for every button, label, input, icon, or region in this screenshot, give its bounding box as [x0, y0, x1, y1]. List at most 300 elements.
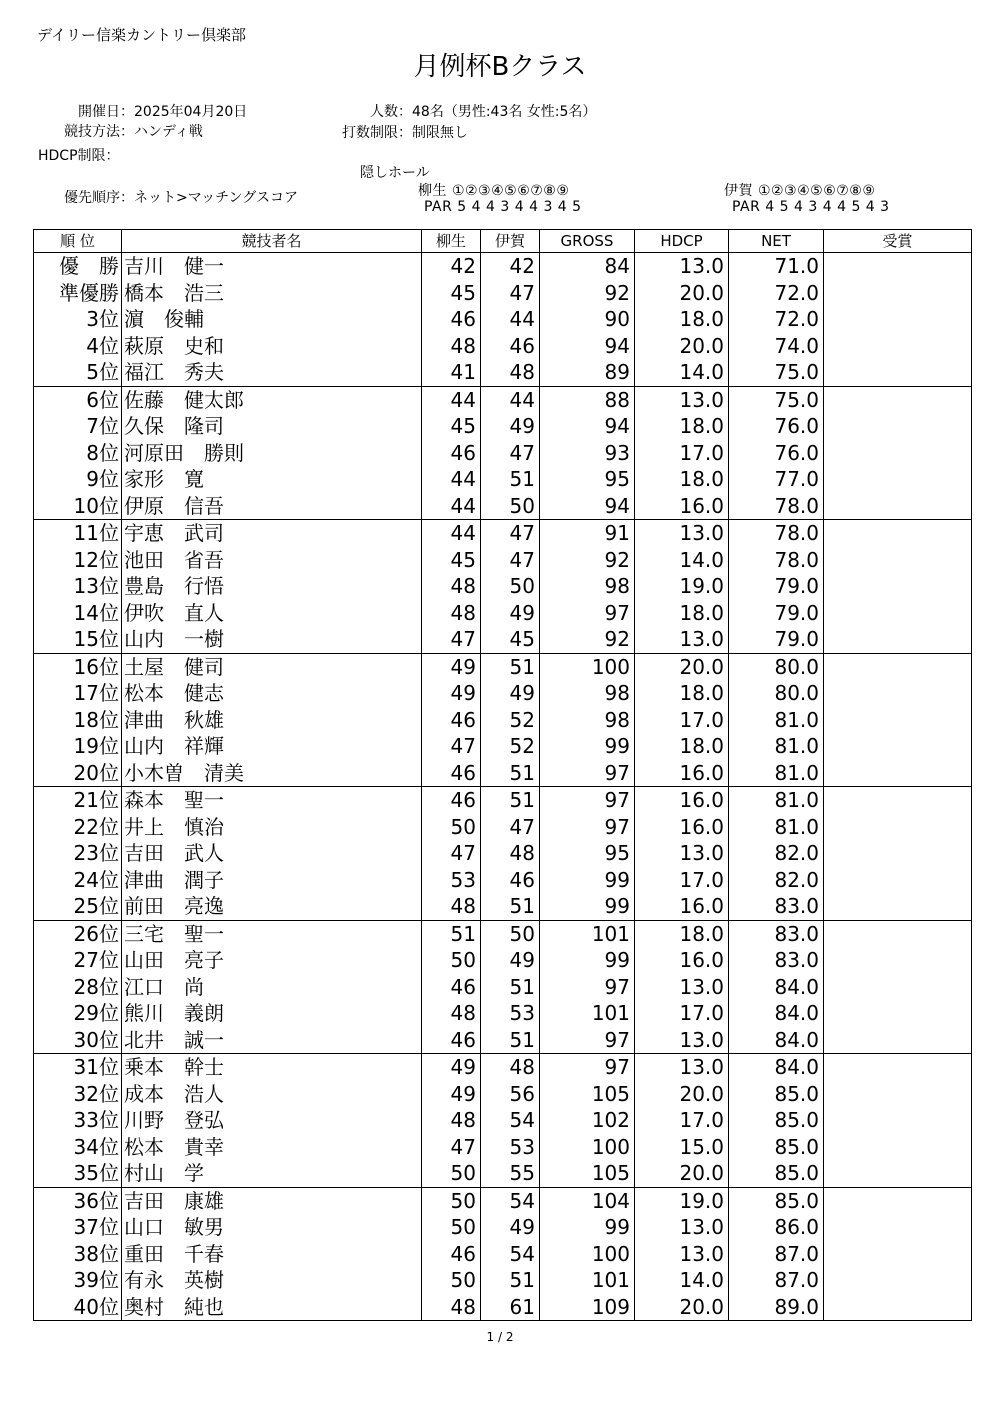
award-cell [824, 493, 972, 520]
gross-cell: 95 [540, 466, 635, 493]
table-row [34, 547, 972, 574]
table-row [34, 413, 972, 440]
rank-cell: 29位 [34, 1000, 122, 1027]
gross-cell: 92 [540, 626, 635, 653]
hdcp-cell: 14.0 [635, 359, 729, 386]
table-row [34, 733, 972, 760]
iga-score-cell: 49 [481, 680, 540, 707]
table-row [34, 626, 972, 653]
yagyu-score-cell: 47 [422, 1134, 481, 1161]
gross-cell: 99 [540, 1214, 635, 1241]
gross-cell: 98 [540, 707, 635, 734]
name-cell: 成本 浩人 [122, 1081, 422, 1108]
table-row [34, 893, 972, 920]
rank-cell: 18位 [34, 707, 122, 734]
award-cell [824, 466, 972, 493]
hdcp-cell: 13.0 [635, 1241, 729, 1268]
priority-label: 優先順序： [64, 190, 134, 206]
net-cell: 78.0 [729, 520, 824, 547]
iga-score-cell: 45 [481, 626, 540, 653]
iga-score-cell: 61 [481, 1294, 540, 1321]
name-cell: 村山 学 [122, 1160, 422, 1187]
iga-score-cell: 54 [481, 1187, 540, 1214]
award-cell [824, 1000, 972, 1027]
gross-cell: 99 [540, 733, 635, 760]
rank-cell: 24位 [34, 867, 122, 894]
iga-holes-row [724, 180, 875, 200]
hdcp-cell: 17.0 [635, 1000, 729, 1027]
iga-score-cell: 48 [481, 359, 540, 386]
net-cell: 87.0 [729, 1267, 824, 1294]
yagyu-score-cell: 46 [422, 1027, 481, 1054]
limit-label: 打数制限： [342, 125, 412, 141]
gross-cell: 97 [540, 760, 635, 787]
table-row [34, 1187, 972, 1214]
net-cell: 78.0 [729, 493, 824, 520]
net-cell: 84.0 [729, 1027, 824, 1054]
table-row [34, 1214, 972, 1241]
hdcp-cell: 17.0 [635, 440, 729, 467]
yagyu-score-cell: 50 [422, 1187, 481, 1214]
rank-cell: 3位 [34, 306, 122, 333]
yagyu-score-cell: 42 [422, 253, 481, 280]
award-cell [824, 680, 972, 707]
iga-score-cell: 56 [481, 1081, 540, 1108]
iga-score-cell: 47 [481, 520, 540, 547]
iga-score-cell: 51 [481, 653, 540, 680]
net-cell: 72.0 [729, 306, 824, 333]
iga-score-cell: 54 [481, 1241, 540, 1268]
rank-cell: 40位 [34, 1294, 122, 1321]
hidden-hole-label: 隠しホール [360, 165, 430, 181]
award-cell [824, 1054, 972, 1081]
rank-cell: 35位 [34, 1160, 122, 1187]
net-cell: 86.0 [729, 1214, 824, 1241]
table-row [34, 306, 972, 333]
award-cell [824, 1267, 972, 1294]
name-cell: 吉川 健一 [122, 253, 422, 280]
table-row [34, 867, 972, 894]
rank-cell: 6位 [34, 386, 122, 413]
hdcp-cell: 18.0 [635, 733, 729, 760]
gross-cell: 99 [540, 893, 635, 920]
table-row [34, 1267, 972, 1294]
yagyu-score-cell: 53 [422, 867, 481, 894]
date-label: 開催日： [78, 104, 134, 120]
award-cell [824, 1241, 972, 1268]
rank-cell: 16位 [34, 653, 122, 680]
net-cell: 79.0 [729, 600, 824, 627]
gross-cell: 100 [540, 1241, 635, 1268]
rank-cell: 5位 [34, 359, 122, 386]
results-table [33, 229, 972, 1321]
award-cell [824, 413, 972, 440]
net-cell: 81.0 [729, 733, 824, 760]
table-row [34, 466, 972, 493]
rank-cell: 37位 [34, 1214, 122, 1241]
hdcp-cell: 15.0 [635, 1134, 729, 1161]
name-cell: 山口 敏男 [122, 1214, 422, 1241]
net-cell: 71.0 [729, 253, 824, 280]
name-cell: 熊川 義朗 [122, 1000, 422, 1027]
yagyu-score-cell: 45 [422, 280, 481, 307]
hdcp-cell: 13.0 [635, 1214, 729, 1241]
hdcp-cell: 14.0 [635, 547, 729, 574]
yagyu-score-cell: 44 [422, 386, 481, 413]
hdcp-cell: 13.0 [635, 386, 729, 413]
rank-cell: 17位 [34, 680, 122, 707]
award-cell [824, 253, 972, 280]
gross-cell: 97 [540, 1027, 635, 1054]
name-cell: 宇恵 武司 [122, 520, 422, 547]
rank-cell: 12位 [34, 547, 122, 574]
yagyu-score-cell: 48 [422, 600, 481, 627]
table-row [34, 1081, 972, 1108]
hdcp-cell: 18.0 [635, 413, 729, 440]
limit-row [300, 122, 468, 142]
hdcp-cell: 16.0 [635, 787, 729, 814]
method-label: 競技方法： [64, 124, 134, 140]
gross-cell: 101 [540, 1000, 635, 1027]
hdcp-cell: 18.0 [635, 680, 729, 707]
net-cell: 89.0 [729, 1294, 824, 1321]
net-cell: 81.0 [729, 760, 824, 787]
table-row [34, 760, 972, 787]
gross-cell: 95 [540, 840, 635, 867]
iga-score-cell: 47 [481, 280, 540, 307]
name-cell: 豊島 行悟 [122, 573, 422, 600]
net-cell: 82.0 [729, 840, 824, 867]
rank-cell: 13位 [34, 573, 122, 600]
award-cell [824, 733, 972, 760]
rank-cell: 31位 [34, 1054, 122, 1081]
iga-score-cell: 51 [481, 787, 540, 814]
gross-cell: 97 [540, 787, 635, 814]
gross-cell: 97 [540, 1054, 635, 1081]
table-row [34, 680, 972, 707]
yagyu-score-cell: 46 [422, 787, 481, 814]
net-cell: 81.0 [729, 787, 824, 814]
award-cell [824, 600, 972, 627]
rank-cell: 準優勝 [34, 280, 122, 307]
gross-cell: 91 [540, 520, 635, 547]
iga-par: PAR 4 5 4 3 4 4 5 4 3 [732, 199, 890, 215]
rank-cell: 14位 [34, 600, 122, 627]
table-row [34, 359, 972, 386]
iga-score-cell: 49 [481, 1214, 540, 1241]
name-cell: 家形 寛 [122, 466, 422, 493]
net-cell: 80.0 [729, 680, 824, 707]
iga-score-cell: 53 [481, 1134, 540, 1161]
gross-cell: 98 [540, 573, 635, 600]
iga-score-cell: 49 [481, 413, 540, 440]
hdcp-cell: 17.0 [635, 867, 729, 894]
name-cell: 松本 健志 [122, 680, 422, 707]
rank-cell: 20位 [34, 760, 122, 787]
header-gross: GROSS [540, 230, 635, 253]
name-cell: 伊吹 直人 [122, 600, 422, 627]
name-cell: 三宅 聖一 [122, 920, 422, 947]
gross-cell: 99 [540, 947, 635, 974]
hdcp-cell: 19.0 [635, 573, 729, 600]
name-cell: 山内 一樹 [122, 626, 422, 653]
iga-course-name: 伊賀 [724, 183, 753, 199]
name-cell: 吉田 康雄 [122, 1187, 422, 1214]
yagyu-hole-numbers: ①②③④⑤⑥⑦⑧⑨ [451, 183, 570, 199]
iga-score-cell: 51 [481, 466, 540, 493]
award-cell [824, 573, 972, 600]
yagyu-score-cell: 48 [422, 1000, 481, 1027]
gross-cell: 105 [540, 1081, 635, 1108]
table-row [34, 787, 972, 814]
yagyu-score-cell: 48 [422, 1107, 481, 1134]
hdcp-cell: 17.0 [635, 707, 729, 734]
net-cell: 76.0 [729, 413, 824, 440]
name-cell: 土屋 健司 [122, 653, 422, 680]
award-cell [824, 359, 972, 386]
rank-cell: 28位 [34, 974, 122, 1001]
gross-cell: 102 [540, 1107, 635, 1134]
yagyu-score-cell: 45 [422, 413, 481, 440]
name-cell: 北井 誠一 [122, 1027, 422, 1054]
yagyu-score-cell: 48 [422, 893, 481, 920]
iga-score-cell: 51 [481, 893, 540, 920]
award-cell [824, 547, 972, 574]
table-row [34, 1000, 972, 1027]
rank-cell: 25位 [34, 893, 122, 920]
gross-cell: 84 [540, 253, 635, 280]
iga-score-cell: 51 [481, 1267, 540, 1294]
award-cell [824, 306, 972, 333]
hdcp-cell: 20.0 [635, 1081, 729, 1108]
table-row [34, 600, 972, 627]
name-cell: 橋本 浩三 [122, 280, 422, 307]
hdcp-cell: 18.0 [635, 920, 729, 947]
name-cell: 津曲 潤子 [122, 867, 422, 894]
yagyu-score-cell: 47 [422, 626, 481, 653]
award-cell [824, 1134, 972, 1161]
award-cell [824, 1107, 972, 1134]
table-row [34, 840, 972, 867]
yagyu-score-cell: 48 [422, 573, 481, 600]
net-cell: 84.0 [729, 974, 824, 1001]
yagyu-score-cell: 46 [422, 1241, 481, 1268]
header-yagyu: 柳生 [422, 230, 481, 253]
name-cell: 濵 俊輔 [122, 306, 422, 333]
hdcp-cell: 20.0 [635, 1294, 729, 1321]
net-cell: 85.0 [729, 1187, 824, 1214]
net-cell: 83.0 [729, 947, 824, 974]
net-cell: 85.0 [729, 1134, 824, 1161]
name-cell: 川野 登弘 [122, 1107, 422, 1134]
name-cell: 有永 英樹 [122, 1267, 422, 1294]
award-cell [824, 1294, 972, 1321]
gross-cell: 92 [540, 280, 635, 307]
rank-cell: 9位 [34, 466, 122, 493]
yagyu-score-cell: 46 [422, 707, 481, 734]
gross-cell: 105 [540, 1160, 635, 1187]
hdcp-cell: 16.0 [635, 814, 729, 841]
table-row [34, 814, 972, 841]
net-cell: 85.0 [729, 1107, 824, 1134]
table-row [34, 1107, 972, 1134]
rank-cell: 7位 [34, 413, 122, 440]
rank-cell: 34位 [34, 1134, 122, 1161]
hdcp-limit-label: HDCP制限： [38, 148, 120, 164]
limit-value: 制限無し [412, 125, 468, 141]
iga-score-cell: 48 [481, 840, 540, 867]
rank-cell: 36位 [34, 1187, 122, 1214]
gross-cell: 100 [540, 1134, 635, 1161]
header-iga: 伊賀 [481, 230, 540, 253]
name-cell: 山田 亮子 [122, 947, 422, 974]
award-cell [824, 920, 972, 947]
header-net: NET [729, 230, 824, 253]
yagyu-score-cell: 46 [422, 306, 481, 333]
hdcp-cell: 20.0 [635, 1160, 729, 1187]
net-cell: 74.0 [729, 333, 824, 360]
iga-score-cell: 52 [481, 733, 540, 760]
page-title: 月例杯Bクラス [413, 52, 587, 82]
iga-score-cell: 49 [481, 600, 540, 627]
yagyu-score-cell: 50 [422, 947, 481, 974]
priority-value: ネット>マッチングスコア [134, 190, 299, 206]
rank-cell: 32位 [34, 1081, 122, 1108]
yagyu-course-name: 柳生 [418, 183, 447, 199]
award-cell [824, 893, 972, 920]
net-cell: 79.0 [729, 626, 824, 653]
gross-cell: 99 [540, 867, 635, 894]
award-cell [824, 653, 972, 680]
rank-cell: 4位 [34, 333, 122, 360]
table-row [34, 440, 972, 467]
iga-score-cell: 51 [481, 760, 540, 787]
name-cell: 池田 省吾 [122, 547, 422, 574]
rank-cell: 22位 [34, 814, 122, 841]
award-cell [824, 1214, 972, 1241]
award-cell [824, 1160, 972, 1187]
net-cell: 79.0 [729, 573, 824, 600]
table-row [34, 1027, 972, 1054]
yagyu-score-cell: 49 [422, 653, 481, 680]
iga-score-cell: 42 [481, 253, 540, 280]
table-row [34, 947, 972, 974]
yagyu-score-cell: 50 [422, 1267, 481, 1294]
yagyu-score-cell: 48 [422, 1294, 481, 1321]
table-row [34, 920, 972, 947]
hdcp-cell: 20.0 [635, 653, 729, 680]
yagyu-score-cell: 46 [422, 760, 481, 787]
yagyu-par: PAR 5 4 4 3 4 4 3 4 5 [424, 199, 582, 215]
table-row [34, 280, 972, 307]
hdcp-cell: 14.0 [635, 1267, 729, 1294]
name-cell: 前田 亮逸 [122, 893, 422, 920]
header-award: 受賞 [824, 230, 972, 253]
name-cell: 伊原 信吾 [122, 493, 422, 520]
rank-cell: 26位 [34, 920, 122, 947]
gross-cell: 104 [540, 1187, 635, 1214]
award-cell [824, 520, 972, 547]
rank-cell: 15位 [34, 626, 122, 653]
gross-cell: 97 [540, 814, 635, 841]
name-cell: 山内 祥輝 [122, 733, 422, 760]
award-cell [824, 840, 972, 867]
net-cell: 83.0 [729, 893, 824, 920]
hdcp-cell: 13.0 [635, 626, 729, 653]
net-cell: 75.0 [729, 386, 824, 413]
rank-cell: 23位 [34, 840, 122, 867]
net-cell: 81.0 [729, 707, 824, 734]
gross-cell: 94 [540, 493, 635, 520]
hdcp-cell: 18.0 [635, 306, 729, 333]
yagyu-score-cell: 51 [422, 920, 481, 947]
iga-score-cell: 47 [481, 440, 540, 467]
name-cell: 津曲 秋雄 [122, 707, 422, 734]
name-cell: 久保 隆司 [122, 413, 422, 440]
net-cell: 82.0 [729, 867, 824, 894]
date-value: 2025年04月20日 [134, 104, 248, 120]
table-row [34, 653, 972, 680]
hdcp-cell: 13.0 [635, 520, 729, 547]
award-cell [824, 974, 972, 1001]
award-cell [824, 440, 972, 467]
priority-row [36, 187, 298, 207]
net-cell: 84.0 [729, 1054, 824, 1081]
gross-cell: 100 [540, 653, 635, 680]
table-row [34, 253, 972, 280]
rank-cell: 33位 [34, 1107, 122, 1134]
hdcp-cell: 20.0 [635, 280, 729, 307]
name-cell: 乗本 幹士 [122, 1054, 422, 1081]
yagyu-score-cell: 49 [422, 1081, 481, 1108]
net-cell: 84.0 [729, 1000, 824, 1027]
award-cell [824, 760, 972, 787]
iga-score-cell: 53 [481, 1000, 540, 1027]
table-row [34, 1241, 972, 1268]
yagyu-score-cell: 44 [422, 520, 481, 547]
rank-cell: 10位 [34, 493, 122, 520]
yagyu-score-cell: 41 [422, 359, 481, 386]
rank-cell: 優 勝 [34, 253, 122, 280]
hdcp-cell: 13.0 [635, 253, 729, 280]
yagyu-score-cell: 49 [422, 680, 481, 707]
table-row [34, 520, 972, 547]
people-label: 人数： [370, 104, 412, 120]
rank-cell: 11位 [34, 520, 122, 547]
rank-cell: 38位 [34, 1241, 122, 1268]
net-cell: 72.0 [729, 280, 824, 307]
rank-cell: 19位 [34, 733, 122, 760]
name-cell: 萩原 史和 [122, 333, 422, 360]
gross-cell: 94 [540, 413, 635, 440]
hdcp-cell: 16.0 [635, 760, 729, 787]
gross-cell: 101 [540, 1267, 635, 1294]
gross-cell: 98 [540, 680, 635, 707]
iga-score-cell: 50 [481, 573, 540, 600]
gross-cell: 92 [540, 547, 635, 574]
table-row [34, 1054, 972, 1081]
iga-score-cell: 46 [481, 333, 540, 360]
yagyu-holes-row [418, 180, 569, 200]
net-cell: 81.0 [729, 814, 824, 841]
net-cell: 77.0 [729, 466, 824, 493]
iga-score-cell: 51 [481, 1027, 540, 1054]
gross-cell: 88 [540, 386, 635, 413]
award-cell [824, 947, 972, 974]
iga-hole-numbers: ①②③④⑤⑥⑦⑧⑨ [757, 183, 876, 199]
rank-cell: 27位 [34, 947, 122, 974]
hdcp-cell: 19.0 [635, 1187, 729, 1214]
